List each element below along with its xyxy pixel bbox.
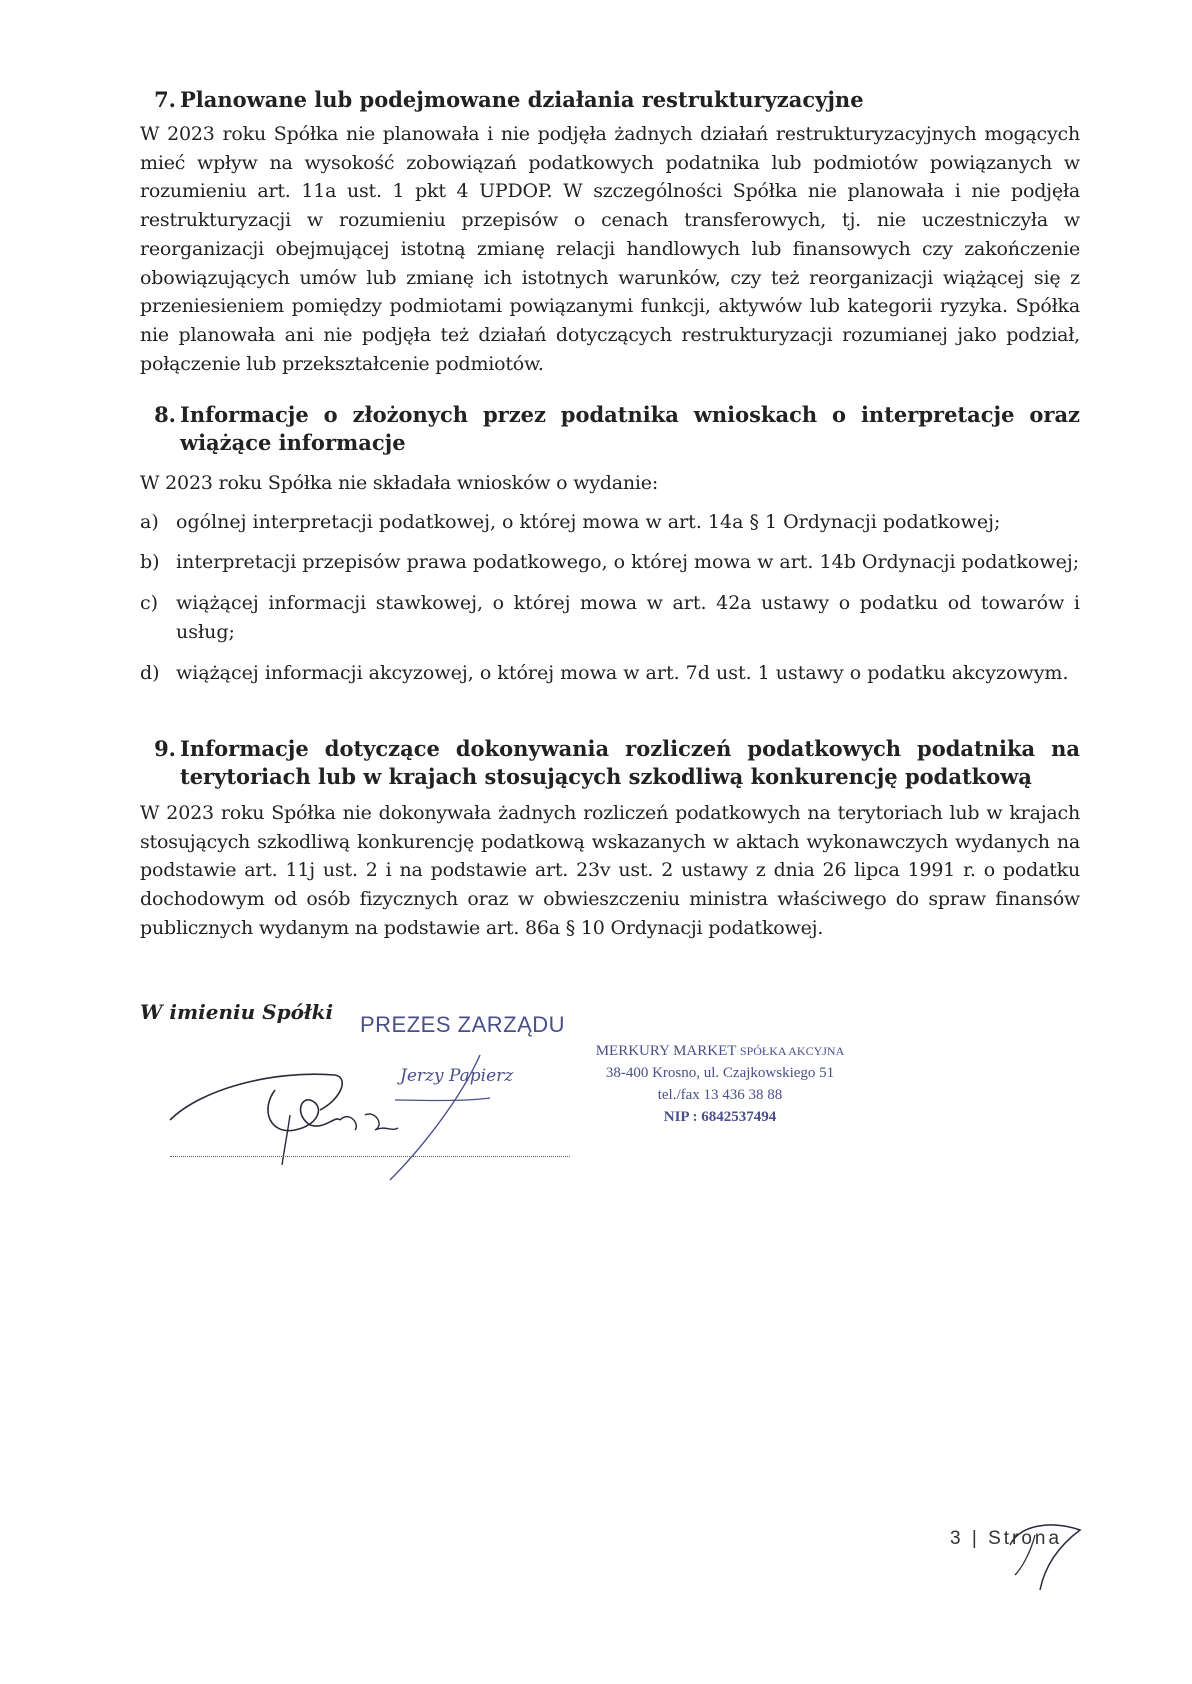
list-item-text: wiążącej informacji akcyzowej, o której mowa w art. 7d ust. 1 ustawy o podatku akcyzowym. (176, 661, 1069, 684)
section-9-body: W 2023 roku Spółka nie dokonywała żadnych rozliczeń podatkowych na terytoriach lub w krajach stosujących szkodliwą konkurencję podatkową wskazanych w aktach wykonawczych wydanych na podstawie art. 11j ust. 2 i na podstawie art. 23v ust. 2 ustawy z dnia 26 lipca 1991 r. o podatku dochodowym od osób fizycznych oraz w obwieszczeniu ministra właściwego do spraw finansów publicznych wydanym na podstawie art. 86a § 10 Ordynacji podatkowej. (140, 802, 1080, 939)
section-9 (140, 735, 1080, 943)
company-stamp-name (590, 1040, 850, 1062)
company-name-main: MERKURY MARKET (595, 1043, 737, 1059)
list-item-label: b) (140, 551, 160, 574)
section-7-heading (140, 86, 1080, 114)
company-address: 38-400 Krosno, ul. Czajkowskiego 51 (605, 1065, 835, 1081)
section-7-title: Planowane lub podejmowane działania restrukturyzacyjne (180, 87, 864, 112)
list-item-label: c) (140, 592, 159, 615)
initials-mark (1000, 1515, 1090, 1595)
section-9-number: 9. (154, 736, 176, 761)
section-8-heading (140, 401, 1080, 457)
signature-block (140, 1000, 900, 1170)
section-8-title: Informacje o złożonych przez podatnika wnioskach o interpretacje oraz wiążące informacje (180, 402, 1080, 455)
stamp-title: PREZES ZARZĄDU (360, 1012, 566, 1037)
section-7-number: 7. (154, 87, 176, 112)
company-stamp (590, 1040, 850, 1128)
section-8-list (140, 508, 1080, 688)
footer-label: Strona (988, 1528, 1063, 1549)
section-8-number: 8. (154, 402, 176, 427)
handwritten-signature (160, 1030, 560, 1170)
company-name-suffix: SPÓŁKA AKCYJNA (739, 1044, 845, 1058)
company-nip: NIP : 6842537494 (663, 1109, 777, 1125)
page-number: 3 (950, 1528, 964, 1549)
section-8-intro: W 2023 roku Spółka nie składała wniosków o wydanie: (140, 472, 659, 494)
stamp-name: Jerzy Papierz (400, 1066, 514, 1086)
section-7 (140, 86, 1080, 378)
list-item-text: interpretacji przepisów prawa podatkowego, o której mowa w art. 14b Ordynacji podatkowej; (176, 551, 1080, 574)
footer-separator: | (971, 1528, 980, 1549)
list-item-label: d) (140, 661, 160, 684)
list-item-text: ogólnej interpretacji podatkowej, o której mowa w art. 14a § 1 Ordynacji podatkowej; (176, 510, 1001, 533)
list-item-text: wiążącej informacji stawkowej, o której mowa w art. 42a ustawy o podatku od towarów i usług; (176, 592, 1080, 643)
list-item (140, 589, 1080, 646)
list-item (140, 508, 1080, 537)
company-phone: tel./fax 13 436 38 88 (657, 1087, 783, 1103)
list-item-label: a) (140, 510, 159, 533)
on-behalf-label: W imieniu Spółki (140, 1000, 334, 1024)
section-7-body: W 2023 roku Spółka nie planowała i nie podjęła żadnych działań restrukturyzacyjnych mogących mieć wpływ na wysokość zobowiązań podatkowych podatnika lub podmiotów powiązanych w rozumieniu art. 11a ust. 1 pkt 4 UPDOP. W szczególności Spółka nie planowała i nie podjęła restrukturyzacji w rozumieniu przepisów o cenach transferowych, tj. nie uczestniczyła w reorganizacji obejmującej istotną zmianę relacji handlowych lub finansowych czy zakończenie obowiązujących umów lub zmianę ich istotnych warunków, czy też reorganizacji wiążącej się z przeniesieniem pomiędzy podmiotami powiązanymi funkcji, aktywów lub kategorii ryzyka. Spółka nie planowała ani nie podjęła też działań dotyczących restrukturyzacji rozumianej jako podział, połączenie lub przekształcenie podmiotów. (140, 123, 1080, 375)
list-item (140, 548, 1080, 577)
section-8 (140, 401, 1080, 687)
list-item (140, 659, 1080, 688)
section-9-heading (140, 735, 1080, 791)
section-9-title: Informacje dotyczące dokonywania rozliczeń podatkowych podatnika na terytoriach lub w krajach stosujących szkodliwą konkurencję podatkową (180, 736, 1080, 789)
signature-line (170, 1156, 570, 1157)
